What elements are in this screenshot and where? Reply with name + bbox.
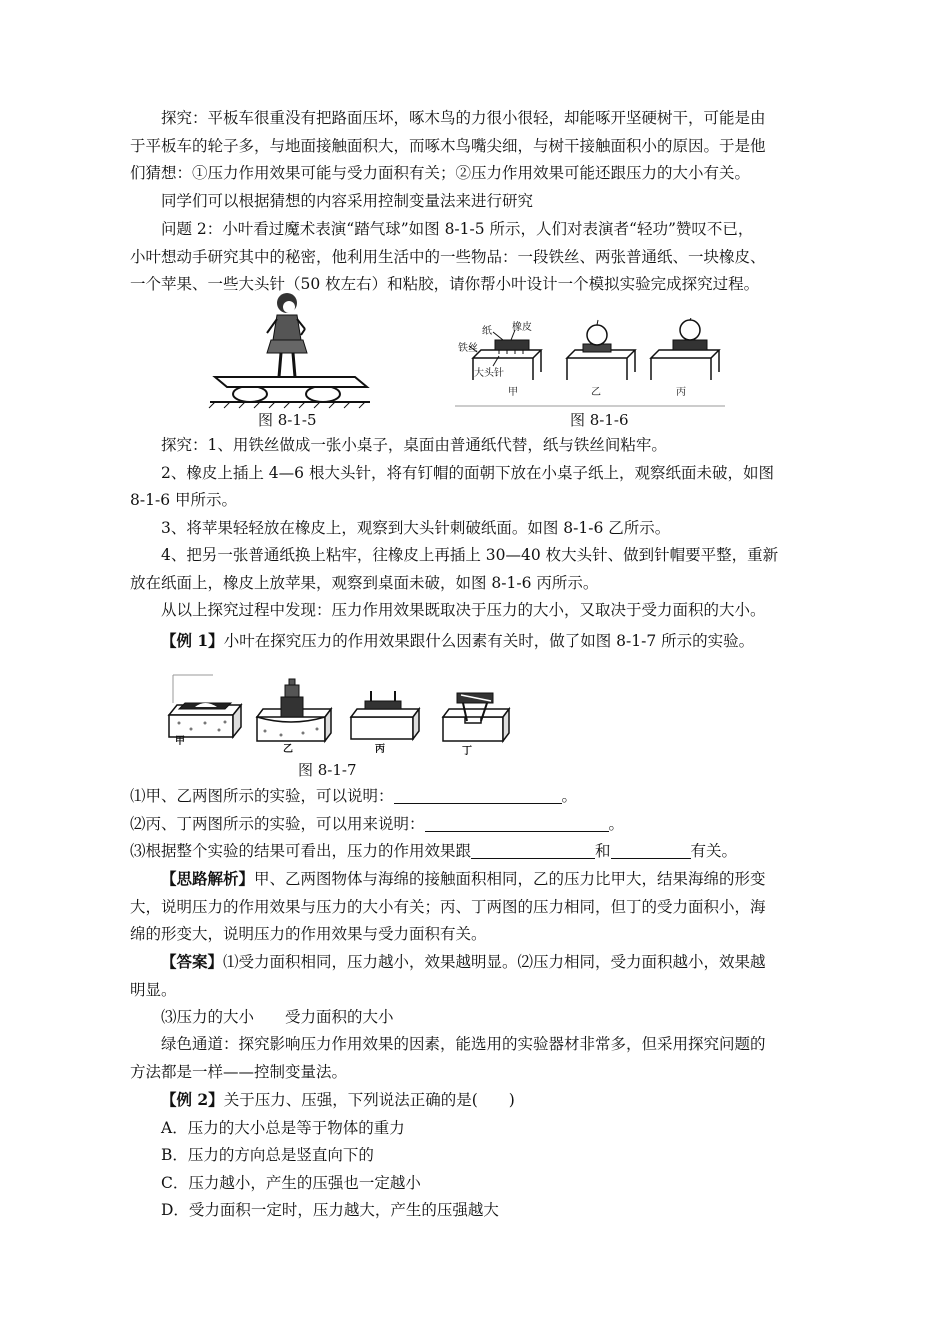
figure-8-1-6-caption: 图 8-1-6 <box>570 411 629 429</box>
paragraph-question-2: 问题 2：小叶看过魔术表演“踏气球”如图 8-1-5 所示，人们对表演者“轻功”赞叹不已， 小叶想动手研究其中的秘密，他利用生活中的一些物品：一段铁丝、两张普通纸、一块橡皮、 一个苹果、一些大头针（50 枚左右）和粘胶，请你帮小叶设计一个模拟实验完成探究过程。 <box>130 220 766 293</box>
label-ex1-yi: 乙 <box>283 744 293 755</box>
figure-8-1-7-caption: 图 8-1-7 <box>298 761 357 779</box>
blank-q3-a <box>471 842 595 859</box>
option-b: B．压力的方向总是竖直向下的 <box>161 1146 374 1164</box>
example-1-analysis: 【思路解析】甲、乙两图物体与海绵的接触面积相同，乙的压力比甲大，结果海绵的形变 大，说明压力的作用效果与压力的大小有关；丙、丁两图的压力相同，但丁的受力面积小，海 绵的形变大，说明压力的作用效果与受力面积有关。 <box>130 869 766 943</box>
option-c: C．压力越小，产生的压强也一定越小 <box>161 1173 421 1192</box>
label-jia: 甲 <box>508 387 518 398</box>
example-1-subquestions: ⑴甲、乙两图所示的实验，可以说明： 。 ⑵丙、丁两图所示的实验，可以用来说明： 。 ⑶根据整个实验的结果可看出，压力的作用效果跟 和 有关。 <box>130 787 738 860</box>
example-1-question: 【例 1】小叶在探究压力的作用效果跟什么因素有关时，做了如图 8-1-7 所示的实验。 <box>161 631 755 650</box>
label-ex1-ding: 丁 <box>462 746 472 757</box>
label-ex1-bing: 丙 <box>375 744 385 755</box>
label-eraser: 橡皮 <box>512 322 532 333</box>
label-yi: 乙 <box>591 387 601 398</box>
paragraph-method: 同学们可以根据猜想的内容采用控制变量法来进行研究 <box>161 192 534 210</box>
label-paper: 纸 <box>482 326 492 337</box>
option-a: A．压力的大小总是等于物体的重力 <box>161 1118 405 1137</box>
label-bing: 丙 <box>676 387 686 398</box>
paragraph-inquiry-1: 探究：平板车很重没有把路面压坏，啄木鸟的力很小很轻，却能啄开坚硬树干，可能是由 于平板车的轮子多，与地面接触面积大，而啄木鸟嘴尖细，与树干接触面积小的原因。于是他 们猜想：①压力作用效果可能与受力面积有关；②压力作用效果可能还跟压力的大小有关。 <box>130 109 766 182</box>
blank-q2 <box>425 815 609 832</box>
label-pin: 大头针 <box>474 368 504 379</box>
blank-q3-b <box>611 842 691 859</box>
example-1-answer: 【答案】⑴受力面积相同，压力越小，效果越明显。⑵压力相同，受力面积越小，效果越 明显。 ⑶压力的大小 受力面积的大小 <box>130 952 766 1026</box>
label-ex1-jia: 甲 <box>175 736 185 747</box>
example-2-question: 【例 2】关于压力、压强，下列说法正确的是( ) A．压力的大小总是等于物体的重力 B．压力的方向总是竖直向下的 C．压力越小，产生的压强也一定越小 D．受力面积一定时，压力越大，产生的压强越大 <box>130 1086 820 1225</box>
figure-8-1-5-balloon-stepping <box>205 285 375 410</box>
option-d: D．受力面积一定时，压力越大，产生的压强越大 <box>161 1201 499 1219</box>
green-channel-tip: 绿色通道：探究影响压力作用效果的因素，能选用的实验器材非常多，但采用探究问题的 方法都是一样——控制变量法。 <box>130 1035 766 1081</box>
label-wire: 铁丝 <box>458 343 478 354</box>
figure-8-1-5-caption: 图 8-1-5 <box>258 411 317 429</box>
blank-q1 <box>394 787 562 804</box>
paragraph-steps: 探究：1、用铁丝做成一张小桌子，桌面由普通纸代替，纸与铁丝间粘牢。 2、橡皮上插上 4—6 根大头针，将有钉帽的面朝下放在小桌子纸上，观察纸面未破，如图 8-1-6 甲所示。 3、将苹果轻轻放在橡皮上，观察到大头针刺破纸面。如图 8-1-6 乙所示。 4、把另一张普通纸换上粘牢，往橡皮上再插上 30—40 枚大头针、做到针帽要平整，重新 放在纸面上，橡皮上放苹果，观察到桌面未破，如图 8-1-6 丙所示。 从以上探究过程中发现：压力作用效果既取决于压力的大小，又取决于受力面积的大小。 <box>130 436 779 619</box>
